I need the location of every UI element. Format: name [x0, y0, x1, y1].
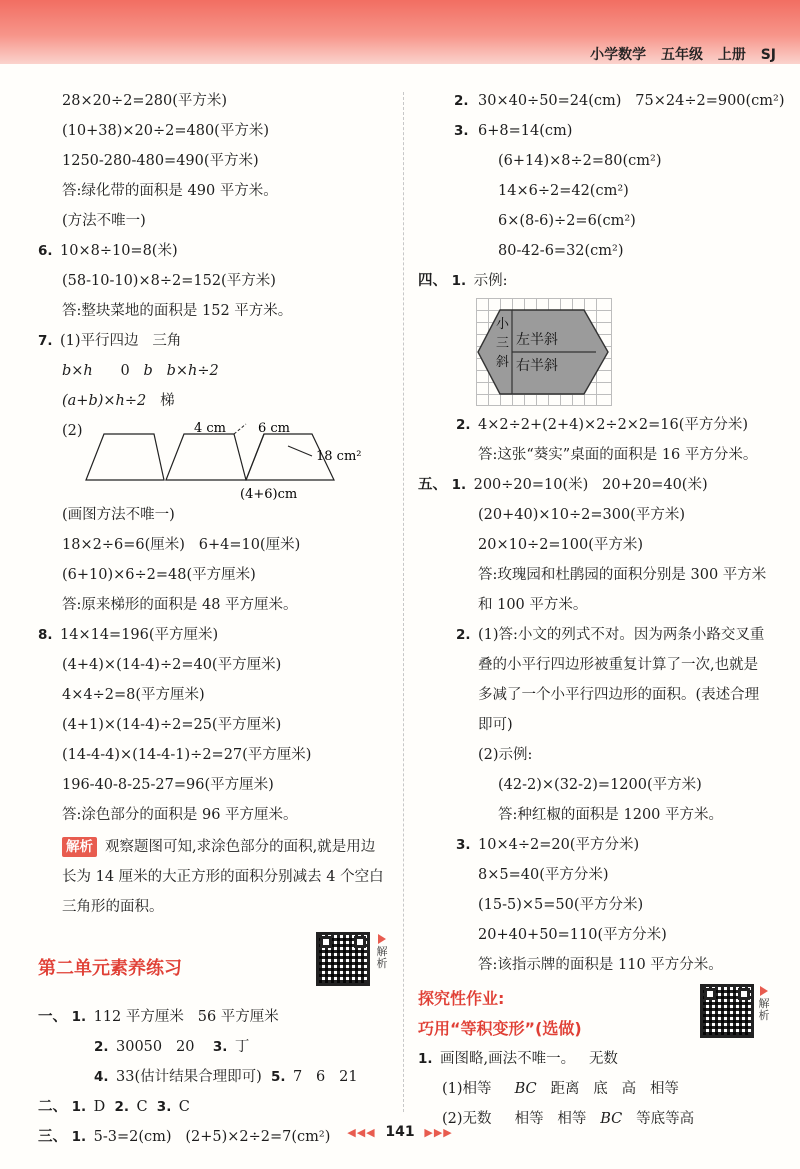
- formula: 梯: [160, 393, 175, 409]
- header-volume: 上册: [717, 47, 746, 63]
- answer: 高: [621, 1081, 637, 1097]
- label-sum: (4+6)cm: [240, 487, 298, 502]
- answer: C: [136, 1099, 148, 1115]
- answer: (2+5)×2÷2=7(cm²): [185, 1129, 331, 1145]
- answer-line: (42-2)×(32-2)=1200(平方米): [498, 777, 702, 793]
- answer: 112 平方厘米: [93, 1009, 184, 1025]
- sec5-line: [418, 470, 780, 500]
- answer-line: (方法不唯一): [62, 213, 146, 229]
- formula: 6+4=10(厘米): [198, 537, 301, 553]
- unit-title: 第二单元素养练习: [38, 958, 182, 979]
- formula: 0: [120, 363, 130, 379]
- answer: 无数: [588, 1051, 618, 1067]
- q7-text: (1)平行四边: [60, 333, 139, 349]
- trapezoid-figure-row: [38, 416, 388, 500]
- answer-line: 答:这张“葵实”桌面的面积是 16 平方分米。: [478, 447, 758, 463]
- answer: 10×4÷2=20(平方分米): [478, 837, 640, 853]
- answer-line: (4+4)×(14-4)÷2=40(平方厘米): [62, 657, 282, 673]
- footer-arrows-left: ◀◀◀: [347, 1126, 376, 1139]
- answer-line: 20×10÷2=100(平方米): [478, 537, 644, 553]
- label-18cm2: 18 cm²: [316, 449, 362, 464]
- answer-line: (画图方法不唯一): [62, 507, 175, 523]
- answer-line: 答:种红椒的面积是 1200 平方米。: [498, 807, 724, 823]
- answer-line: [38, 356, 388, 386]
- section-number: 四、: [418, 273, 447, 289]
- right-column: [418, 86, 785, 1134]
- qr-side-label: [756, 986, 772, 1022]
- analysis-block: [38, 830, 388, 922]
- item-number: 2.: [456, 417, 471, 433]
- answer-line: (6+14)×8÷2=80(cm²): [498, 153, 662, 169]
- item-number: 1.: [71, 1099, 87, 1115]
- item-number: 1.: [418, 1051, 433, 1067]
- answer-line: (10+38)×20÷2=480(平方米): [62, 123, 269, 139]
- answer-line: 答:整块菜地的面积是 152 平方米。: [62, 303, 293, 319]
- answer-line: 28×20÷2=280(平方米): [62, 93, 228, 109]
- answer: 相等: [514, 1111, 544, 1127]
- answer-line: 答:该指示牌的面积是 110 平方分米。: [478, 957, 723, 973]
- grid-label: 左半斜: [516, 332, 558, 348]
- answer-line: 答:绿化带的面积是 490 平方米。: [62, 183, 278, 199]
- grid-label: 三: [496, 336, 510, 351]
- answer: 相等: [557, 1111, 587, 1127]
- answer: 6+8=14(cm): [478, 123, 573, 139]
- qr-code-icon[interactable]: [700, 984, 754, 1038]
- answer: 21: [339, 1069, 358, 1085]
- q6-number: 6.: [38, 243, 53, 259]
- header-info: [590, 44, 776, 64]
- q8-line: [38, 620, 388, 650]
- formula: (a+b)×h÷2: [62, 393, 147, 409]
- answer-line: (15-5)×5=50(平方分米): [478, 897, 644, 913]
- explore-subtitle: 巧用“等积变形”(选做): [418, 1019, 582, 1038]
- answer-line: (2)示例:: [478, 747, 533, 763]
- answer: (2)无数: [442, 1111, 492, 1127]
- grid-label: 小: [496, 317, 510, 332]
- answer-line: (4+1)×(14-4)÷2=25(平方厘米): [62, 717, 282, 733]
- q7-text: 三角: [152, 333, 182, 349]
- item-number: 3.: [456, 837, 471, 853]
- sec1-line: [38, 1062, 388, 1092]
- e1-line: [418, 1074, 780, 1104]
- label-4cm: 4 cm: [194, 421, 227, 436]
- analysis-tag: 解析: [62, 837, 97, 857]
- section-number: 一、: [38, 1009, 67, 1025]
- section-number: 五、: [418, 477, 447, 493]
- play-icon: [378, 934, 386, 944]
- qr-label-text: 解析: [376, 945, 388, 970]
- item-number: 3.: [212, 1039, 228, 1055]
- grid-label: 右半斜: [516, 358, 558, 374]
- answer: 7: [292, 1069, 303, 1085]
- answer-line: 14×6÷2=42(cm²): [498, 183, 629, 199]
- diagonal-line: [246, 434, 264, 480]
- r3-line: [418, 116, 780, 146]
- answer: 丁: [234, 1039, 250, 1055]
- sec1-line: [38, 1032, 388, 1062]
- e1-line: [418, 1044, 780, 1074]
- answer: (1)答:小文的列式不对。因为两条小路交叉重叠的小平行四边形被重复计算了一次,也就是多减了一个小平行四边形的面积。(表述合理即可): [478, 627, 765, 733]
- answer-line: (14-4-4)×(14-4-1)÷2=27(平方厘米): [62, 747, 312, 763]
- s5-2-block: [418, 620, 768, 740]
- q6-line: [38, 236, 388, 266]
- answer: 200÷20=10(米): [473, 477, 589, 493]
- qr-code-icon[interactable]: [316, 932, 370, 986]
- answer-line: 6×(8-6)÷2=6(cm²): [498, 213, 636, 229]
- item-number: 2.: [454, 93, 469, 109]
- answer-line: 8×5=40(平方分米): [478, 867, 609, 883]
- item-number: 1.: [71, 1129, 87, 1145]
- q7-line: [38, 326, 388, 356]
- answer-line: 1250-280-480=490(平方米): [62, 153, 259, 169]
- answer-line: (6+10)×6÷2=48(平方厘米): [62, 567, 256, 583]
- answer-line: 196-40-8-25-27=96(平方厘米): [62, 777, 274, 793]
- answer: 33(估计结果合理即可): [116, 1069, 262, 1085]
- answer: (1)相等: [442, 1081, 492, 1097]
- answer-line: (20+40)×10÷2=300(平方米): [478, 507, 685, 523]
- item-number: 5.: [270, 1069, 286, 1085]
- answer: C: [178, 1099, 190, 1115]
- q7-number: 7.: [38, 333, 53, 349]
- answer-line: 4×4÷2=8(平方厘米): [62, 687, 205, 703]
- s5-3-line: [418, 830, 780, 860]
- explore-title: 探究性作业:: [418, 989, 505, 1008]
- pointer-line: [288, 446, 312, 456]
- header-grade: 五年级: [660, 47, 703, 63]
- item-number: 2.: [456, 627, 471, 643]
- left-column: [38, 86, 388, 1152]
- header-band: [0, 0, 800, 64]
- answer: 56 平方厘米: [197, 1009, 279, 1025]
- answer: 75×24÷2=900(cm²): [635, 93, 785, 109]
- section-number: 三、: [38, 1129, 67, 1145]
- answer-line: [38, 386, 388, 416]
- answer-line: 答:玫瑰园和杜鹃园的面积分别是 300 平方米和 100 平方米。: [478, 567, 767, 613]
- qr-label-text: 解析: [758, 997, 770, 1022]
- s4-2-line: [418, 410, 780, 440]
- answer: 5-3=2(cm): [93, 1129, 172, 1145]
- page-footer: [0, 1124, 800, 1140]
- header-edition: SJ: [760, 47, 776, 63]
- answer: D: [93, 1099, 106, 1115]
- answer: 4×2÷2+(2+4)×2÷2×2=16(平方分米): [478, 417, 749, 433]
- header-subject: 小学数学: [590, 47, 647, 63]
- answer-line: [38, 530, 388, 560]
- q8-number: 8.: [38, 627, 53, 643]
- item-number: 1.: [71, 1009, 87, 1025]
- trapezoid-shape: [166, 434, 246, 480]
- q7-part2-label: (2): [62, 423, 83, 439]
- trapezoid-figures: [82, 420, 382, 504]
- dimension-line: [234, 424, 246, 434]
- item-number: 1.: [451, 273, 467, 289]
- answer-line: 20+40+50=110(平方分米): [478, 927, 667, 943]
- item-number: 1.: [451, 477, 467, 493]
- formula: b×h: [62, 363, 93, 379]
- answer: 相等: [649, 1081, 679, 1097]
- page-number: 141: [385, 1124, 415, 1140]
- answer: 30050: [116, 1039, 163, 1055]
- formula: b: [143, 363, 153, 379]
- section-number: 二、: [38, 1099, 67, 1115]
- answer-line: 答:原来梯形的面积是 48 平方厘米。: [62, 597, 298, 613]
- answer: 20: [175, 1039, 195, 1055]
- r2-line: [418, 86, 785, 116]
- q8-text: 14×14=196(平方厘米): [60, 627, 219, 643]
- item-number: 2.: [114, 1099, 129, 1115]
- item-number: 3.: [156, 1099, 172, 1115]
- trapezoid-shape: [86, 434, 164, 480]
- unit-title-row: [38, 922, 388, 1002]
- label-6cm: 6 cm: [258, 421, 291, 436]
- answer: 距离: [550, 1081, 580, 1097]
- sec4-line: [418, 266, 780, 296]
- answer: 示例:: [473, 273, 508, 289]
- answer-line: 答:涂色部分的面积是 96 平方厘米。: [62, 807, 298, 823]
- answer: BC: [514, 1081, 537, 1097]
- analysis-text: 观察题图可知,求涂色部分的面积,就是用边长为 14 厘米的大正方形的面积分别减去 4 个空白三角形的面积。: [62, 839, 384, 915]
- grid-label: 斜: [496, 355, 510, 370]
- answer: 底: [593, 1081, 608, 1097]
- formula: 18×2÷6=6(厘米): [62, 537, 185, 553]
- item-number: 4.: [94, 1069, 109, 1085]
- sec1-line: [38, 1002, 388, 1032]
- answer: 20+20=40(米): [602, 477, 708, 493]
- item-number: 2.: [94, 1039, 109, 1055]
- grid-figure-row: [418, 296, 780, 410]
- sec2-line: [38, 1092, 388, 1122]
- answer-line: 80-42-6=32(cm²): [498, 243, 624, 259]
- footer-arrows-right: ▶▶▶: [424, 1126, 453, 1139]
- qr-side-label: [374, 934, 390, 970]
- item-number: 3.: [454, 123, 469, 139]
- column-divider: [403, 92, 404, 1112]
- answer: 等底等高: [636, 1111, 695, 1127]
- answer: 6: [316, 1069, 326, 1085]
- q6-text: 10×8÷10=8(米): [60, 243, 178, 259]
- answer: 30×40÷50=24(cm): [478, 93, 622, 109]
- answer: BC: [600, 1111, 623, 1127]
- play-icon: [760, 986, 768, 996]
- answer-line: (58-10-10)×8÷2=152(平方米): [62, 273, 276, 289]
- answer: 画图略,画法不唯一。: [440, 1051, 576, 1067]
- formula: b×h÷2: [166, 363, 219, 379]
- grid-figure: [476, 298, 612, 406]
- explore-title-row: [418, 980, 780, 1044]
